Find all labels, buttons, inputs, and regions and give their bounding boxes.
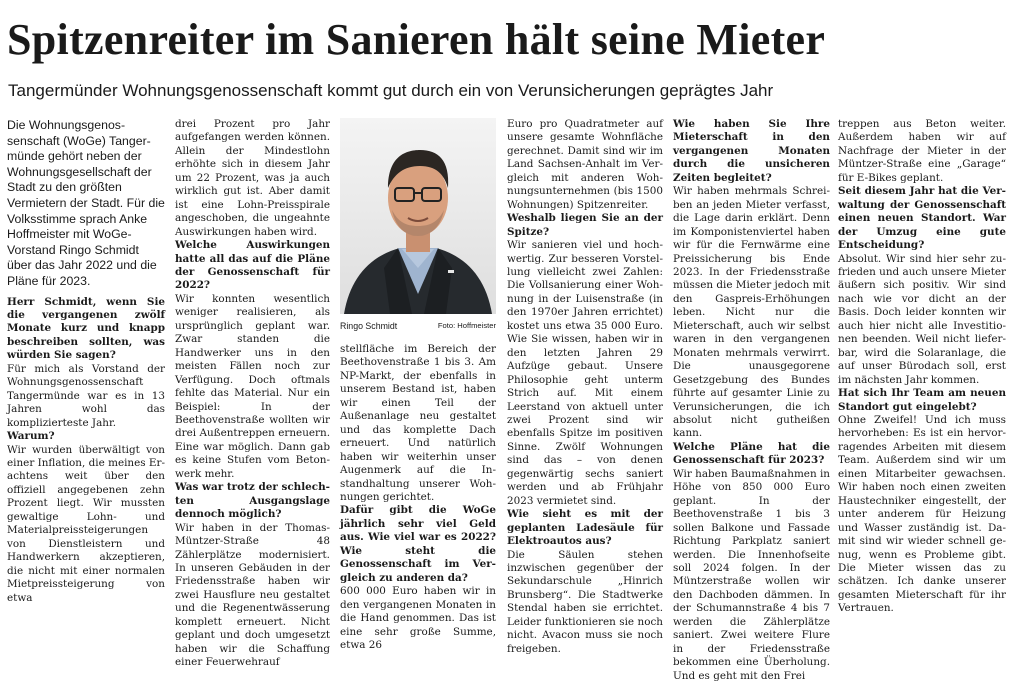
caption-name: Ringo Schmidt [340,321,398,331]
interview-question: Wie sieht es mit der geplanten Ladesäule für Elektroautos aus? [507,508,663,548]
interview-answer: Wir konnten wesentlich weniger realisieren, als ursprünglich geplant war. Zwar standen die Handwerker uns in den meisten Fällen noch zur Verfügung. Doch oftmals fehlte das Material. Nur ein Beispiel: In der Beethovenstraße wollten wir drei Außentreppen erneuern. Eine war möglich. Dann gab es keine Stufen vom Betonwerk mehr. [175,292,330,480]
interview-answer: Ohne Zweifel! Und ich muss hervorheben: Es ist ein hervorragendes Arbeiten mit diesem Team. Außerdem sind wir um einen Mitarbeiter gewachsen. Wir haben noch einen zweiten Haustechniker eingestellt, der unter anderem für Heizung und Wasser zuständig ist. Damit sind wir wieder schnell genug, wenn es Probleme gibt. Die Mieter wissen das zu schätzen. Ich danke unserer gesamten Mieterschaft für ihr Vertrauen. [838,413,1006,615]
photo-caption [340,319,496,335]
interview-answer: drei Prozent pro Jahr aufgefangen werden können. Allein der Mindestlohn erhöhte sich in diesem Jahr um 22 Prozent, was ja auch wirklich gut ist. Aber damit ist eine Lohn-Preisspirale angeschoben, die ungeahnte Auswirkungen haben wird. [175,118,330,238]
interview-answer: Wir haben mehrmals Schreiben an jeden Mieter verfasst, die Lage darin erklärt. Denn im Komponistenviertel haben wir für die Fernwärme eine Preissicherung bis Ende 2023. In der Friedensstraße müssen die Mieter jedoch mit den Gaspreis-Erhöhungen leben. Nicht nur die Mieterschaft, auch wir selbst waren in den vergangenen Monaten mehrmals verwirrt. Die unausgegorene Gesetzgebung des Bundes führte auf gesamter Linie zu Verunsicherungen, die ich absolut nicht gutheißen kann. [673,185,830,440]
interview-answer: 600 000 Euro haben wir in den vergangenen Monaten in die Hand genommen. Das ist eine sehr große Summe, etwa 26 [340,585,496,651]
interview-answer: Wir sanieren viel und hochwertig. Zur besseren Vorstellung vielleicht zwei Zahlen: Die Vollsanierung einer Wohnung in der Luisenstraße (in den 1970er Jahren errichtet) kostet uns etwa 35 000 Euro. Wie Sie wissen, haben wir in den letzten Jahren 29 Aufzüge gebaut. Unsere Philosophie geht unterm Strich auf. Mit einem Leerstand von aktuell unter zwei Prozent sind wir ebenfalls Spitze im positiven Sinne. Zwölf Wohnungen sind das – von denen gegenwärtig sechs saniert werden und ab Frühjahr 2023 vermietet sind. [507,239,663,507]
article-column-4 [507,118,663,655]
subheadline: Tangermünder Wohnungsgenossenschaft kommt gut durch ein von Verunsicherungen geprägtes Jahr [8,81,774,100]
interview-answer: treppen aus Beton weiter. Außerdem haben wir auf Nachfrage der Mieter in der Müntzer-Straße eine „Garage“ für E-Bikes geplant. [838,118,1006,184]
interview-answer: Wir wurden überwältigt von einer Inflation, die meines Erachtens weit über den offiziell angegebenen zehn Prozent liegt. Wir mussten gewaltige Lohn- und Materialpreissteigerungen von Dienstleistern und Handwerkern akzeptieren, die nicht mit einer normalen Mietpreissteigerung von etwa [7,443,165,604]
article-column-5 [673,118,830,682]
interview-question: Welche Pläne hat die Genossenschaft für 2023? [673,440,830,467]
portrait-photo [340,118,496,314]
interview-question: Was war trotz der schlechten Ausgangslage dennoch möglich? [175,481,330,521]
article-column-3 [340,343,496,651]
interview-answer: Wir haben Baumaßnahmen in Höhe von 850 000 Euro geplant. In der Beethovenstraße 1 bis 3 sollen Balkone und Fassade Richtung Parkplatz saniert werden. Die Innenhofseite soll 2024 folgen. In der Müntzerstraße wollen wir den Dachboden dämmen. In der Schumannstraße 4 bis 7 werden die Zählerplätze saniert. Zwei weitere Flure in der Friedensstraße bekommen eine Überholung. Und es geht mit den Frei [673,467,830,682]
interview-question: Warum? [7,430,55,443]
portrait-illustration [340,118,496,314]
interview-question: Weshalb liegen Sie an der Spitze? [507,212,663,238]
article-intro: Die Wohnungsgenossenschaft (WoGe) Tangermünde gehört neben der Wohnungsgesellschaft der Stadt zu den größten Vermietern der Stadt. Für die Volksstimme sprach Anke Hoffmeister mit WoGe-Vorstand Ringo Schmidt über das Jahr 2022 und die Pläne für 2023. [7,118,165,288]
interview-question: Seit diesem Jahr hat die Verwaltung der Genossenschaft einen neuen Standort. War der Umzug eine gute Entscheidung? [838,185,1006,252]
photo-credit: Foto: Hoffmeister [437,321,496,330]
interview-question: Herr Schmidt, wenn Sie die vergangenen zwölf Monate kurz und knapp beschreiben sollten, was würden Sie sagen? [7,295,165,362]
article-column-1 [7,118,165,638]
interview-answer: stellfläche im Bereich der Beethovenstraße 1 bis 3. Am NP-Markt, der ebenfalls in unserem Bestand ist, haben wir einen Teil der Außenanlage neu gestaltet und das komplette Dach erneuert. Und natürlich haben wir weiterhin unser Augenmerk auf die Instandhaltung unserer Wohnungen gerichtet. [340,343,496,503]
interview-question: Hat sich Ihr Team am neuen Standort gut eingelebt? [838,387,1006,413]
interview-answer: Euro pro Quadratmeter auf unsere gesamte Wohnfläche gerechnet. Damit sind wir im Land Sachsen-Anhalt im Vergleich mit anderen Wohnungsunternehmen (bis 1500 Wohnungen) Spitzenreiter. [507,118,663,211]
interview-question: Welche Auswirkungen hatte all das auf die Pläne der Genossenschaft für 2022? [175,239,330,292]
article-column-6 [838,118,1006,638]
interview-answer: Absolut. Wir sind hier sehr zufrieden und auch unsere Mieter äußern sich positiv. Wir sind nach wie vor dicht an der Basis. Doch leider konnten wir auch hier nicht alle Investitionen beenden. Weil nicht lieferbar, wird die Solaranlage, die auf unser Bürodach soll, erst im nächsten Jahr kommen. [838,252,1006,386]
interview-question: Dafür gibt die WoGe jährlich sehr viel Geld aus. Wie viel war es 2022? Wie steht die Genossenschaft im Vergleich zu anderen da? [340,504,496,584]
interview-question: Wie haben Sie Ihre Mieterschaft in den vergangenen Monaten durch die unsicheren Zeiten begleitet? [673,118,830,184]
headline: Spitzenreiter im Sanieren hält seine Mieter [7,15,826,64]
interview-answer: Für mich als Vorstand der Wohnungsgenossenschaft Tangermünde war es in 13 Jahren wohl das komplizierteste Jahr. [7,362,165,429]
interview-answer: Wir haben in der Thomas-Müntzer-Straße 48 Zählerplätze modernisiert. In unseren Gebäuden in der Friedensstraße haben wir zwei Hausflure neu gestaltet und die Regenentwässerung komplett erneuert. Nicht geplant und doch umgesetzt haben wir die Schaffung einer Feuerwehrauf [175,521,330,669]
article-column-2 [175,118,330,669]
interview-answer: Die Säulen stehen inzwischen gegenüber der Sekundarschule „Hinrich Brunsberg“. Die Stadtwerke Stendal haben sie errichtet. Leider funktionieren sie noch nicht. Avacon muss sie noch freigeben. [507,548,663,655]
